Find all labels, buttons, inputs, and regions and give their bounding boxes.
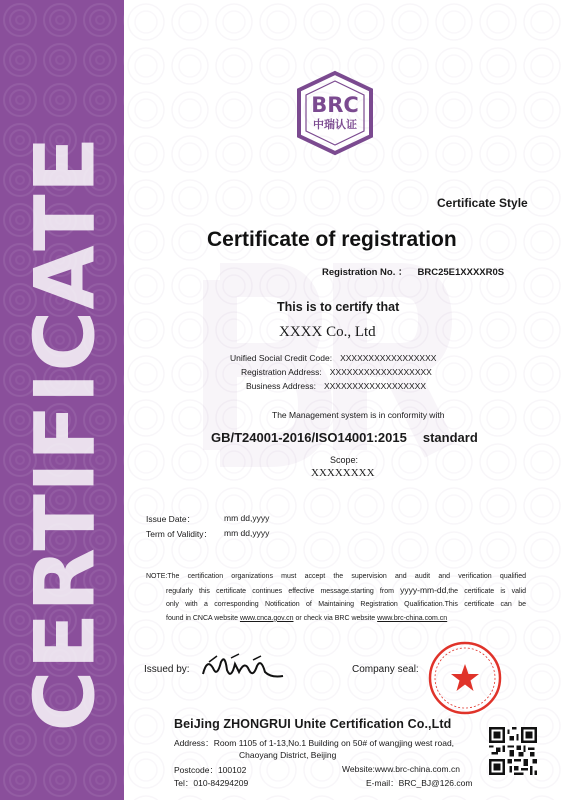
address-line-1	[174, 737, 454, 749]
certificate-title: Certificate of registration	[207, 228, 457, 251]
note-line-2-text: regularly this certificate continues effective message.starting from	[166, 587, 401, 595]
credit-code-value: XXXXXXXXXXXXXXXXX	[340, 353, 437, 363]
brc-logo	[293, 70, 377, 156]
issue-date-row	[146, 513, 270, 525]
management-statement: The Management system is in conformity with	[272, 410, 445, 420]
registration-number	[322, 264, 504, 278]
company-seal-label: Company seal:	[352, 664, 419, 675]
company-name: XXXX Co., Ltd	[279, 324, 376, 340]
note-start-date: yyyy-mm-dd	[400, 584, 447, 595]
sidebar-vertical-text: CERTIFICATE	[16, 135, 114, 732]
qr-code	[489, 727, 537, 775]
scope-value: XXXXXXXX	[311, 467, 375, 479]
credit-code-row	[230, 353, 436, 363]
business-address-value: XXXXXXXXXXXXXXXXXX	[323, 381, 426, 391]
certificate-note	[146, 570, 526, 625]
standard-word: standard	[422, 430, 478, 445]
registration-address-label: Registration Address:	[241, 367, 322, 377]
validity-label: Term of Validity：	[146, 529, 212, 539]
logo-subtext: 中瑞认证	[313, 118, 357, 131]
cnca-link[interactable]: www.cnca.gov.cn	[239, 614, 294, 622]
company-seal	[427, 640, 503, 716]
brc-link[interactable]: www.brc-china.com.cn	[377, 614, 448, 622]
registration-value: BRC25E1XXXXR0S	[417, 267, 505, 278]
logo-text: BRC	[311, 93, 359, 117]
business-address-row	[246, 381, 426, 391]
address-line-2: Chaoyang District, Beijing	[239, 750, 337, 760]
signature	[195, 650, 290, 685]
note-line-2-end: ,the certificate is valid	[446, 587, 526, 595]
issue-date-label: Issue Date：	[146, 514, 196, 524]
validity-value: mm dd,yyyy	[224, 528, 270, 538]
certify-statement: This is to certify that	[277, 300, 400, 314]
telephone: Tel：010-84294209	[174, 778, 249, 788]
certificate-style-label: Certificate Style	[437, 196, 528, 210]
standard-code: GB/T24001-2016/ISO14001:2015	[211, 430, 407, 445]
issue-date-value: mm dd,yyyy	[224, 513, 270, 523]
note-line-4-text: found in CNCA website	[166, 614, 240, 622]
email: E-mail：BRC_BJ@126.com	[366, 778, 473, 788]
note-line-3: only with a corresponding Notification of Maintaining Registration Qualification.This certificate can be	[166, 601, 526, 609]
standard-line	[211, 430, 478, 445]
validity-row	[146, 528, 270, 540]
website: Website:www.brc-china.com.cn	[342, 764, 460, 774]
note-line-4	[146, 612, 526, 626]
registration-label: Registration No. ：	[322, 267, 408, 278]
note-line-4-mid: or check via BRC website	[293, 614, 378, 622]
address-line-1-text: Room 1105 of 1-13,No.1 Building on 50# of wangjing west road,	[213, 738, 455, 748]
organization-name: BeiJing ZHONGRUI Unite Certification Co.,Ltd	[174, 717, 452, 731]
registration-address-row	[241, 367, 432, 377]
issued-by-label: Issued by:	[144, 664, 190, 675]
credit-code-label: Unified Social Credit Code:	[230, 353, 333, 363]
sidebar-band	[0, 0, 124, 800]
postcode: Postcode：100102	[174, 765, 247, 775]
business-address-label: Business Address:	[246, 381, 316, 391]
note-line-2	[146, 584, 526, 599]
scope-label: Scope:	[330, 455, 359, 465]
registration-address-value: XXXXXXXXXXXXXXXXXX	[329, 367, 432, 377]
note-line-1: NOTE:The certification organizations must accept the supervision and audit and verification qualified	[146, 573, 526, 580]
address-label: Address：	[174, 738, 214, 748]
